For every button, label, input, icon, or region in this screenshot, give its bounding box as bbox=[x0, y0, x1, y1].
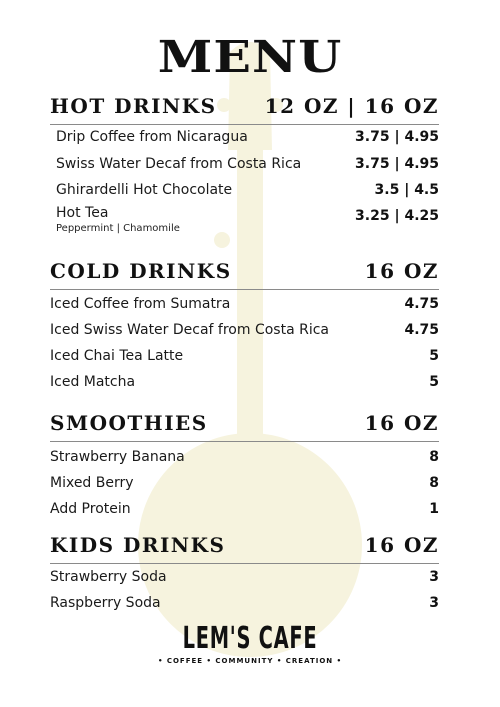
section-smoothies bbox=[50, 411, 439, 517]
item-name: Mixed Berry bbox=[50, 475, 134, 491]
menu-item bbox=[56, 128, 439, 146]
section-cold-drinks bbox=[50, 259, 439, 390]
item-price: 8 bbox=[429, 449, 439, 465]
menu-item bbox=[56, 181, 439, 199]
section-heading: SMOOTHIES bbox=[50, 411, 208, 435]
section-kids-drinks bbox=[50, 533, 439, 611]
menu-item bbox=[50, 321, 439, 339]
cafe-logo bbox=[150, 622, 350, 666]
item-name: Drip Coffee from Nicaragua bbox=[56, 129, 248, 145]
menu-item bbox=[50, 295, 439, 313]
item-name: Iced Swiss Water Decaf from Costa Rica bbox=[50, 322, 330, 338]
item-name: Strawberry Banana bbox=[50, 449, 185, 465]
item-name: Raspberry Soda bbox=[50, 595, 161, 611]
item-price: 3 bbox=[429, 595, 439, 611]
menu-item bbox=[50, 474, 439, 492]
menu-item bbox=[50, 373, 439, 391]
item-name: Strawberry Soda bbox=[50, 569, 167, 585]
menu-item bbox=[56, 204, 439, 236]
item-price: 5 bbox=[429, 348, 439, 364]
item-name: Ghirardelli Hot Chocolate bbox=[56, 182, 233, 198]
item-name: Add Protein bbox=[50, 501, 131, 517]
item-name: Swiss Water Decaf from Costa Rica bbox=[56, 156, 302, 172]
section-heading: KIDS DRINKS bbox=[50, 533, 226, 557]
item-name: Iced Coffee from Sumatra bbox=[50, 296, 231, 312]
item-price: 3.75 | 4.95 bbox=[355, 129, 439, 145]
menu-item bbox=[56, 155, 439, 173]
item-name: Iced Chai Tea Latte bbox=[50, 348, 184, 364]
item-name: Hot Tea bbox=[56, 205, 109, 221]
item-price: 3 bbox=[429, 569, 439, 585]
item-name: Iced Matcha bbox=[50, 374, 136, 390]
item-price: 4.75 bbox=[404, 296, 439, 312]
menu-item bbox=[50, 568, 439, 586]
item-price: 8 bbox=[429, 475, 439, 491]
section-heading: HOT DRINKS bbox=[50, 94, 217, 118]
item-price: 1 bbox=[429, 501, 439, 517]
item-price: 4.75 bbox=[404, 322, 439, 338]
item-description: Peppermint | Chamomile bbox=[56, 223, 180, 234]
section-size: 16 OZ bbox=[364, 533, 439, 557]
logo-name: LEM'S CAFE bbox=[182, 621, 318, 656]
item-price: 5 bbox=[429, 374, 439, 390]
item-price: 3.25 | 4.25 bbox=[355, 208, 439, 224]
section-heading: COLD DRINKS bbox=[50, 259, 232, 283]
section-size: 12 OZ | 16 OZ bbox=[264, 94, 439, 118]
menu-title: MENU bbox=[157, 32, 343, 83]
menu-item bbox=[50, 500, 439, 518]
menu-item bbox=[50, 448, 439, 466]
item-price: 3.75 | 4.95 bbox=[355, 156, 439, 172]
section-size: 16 OZ bbox=[364, 259, 439, 283]
section-hot-drinks bbox=[50, 94, 439, 234]
menu-item bbox=[50, 594, 439, 612]
item-price: 3.5 | 4.5 bbox=[374, 182, 439, 198]
section-size: 16 OZ bbox=[364, 411, 439, 435]
logo-tagline: • COFFEE • COMMUNITY • CREATION • bbox=[157, 657, 343, 665]
menu-item bbox=[50, 347, 439, 365]
